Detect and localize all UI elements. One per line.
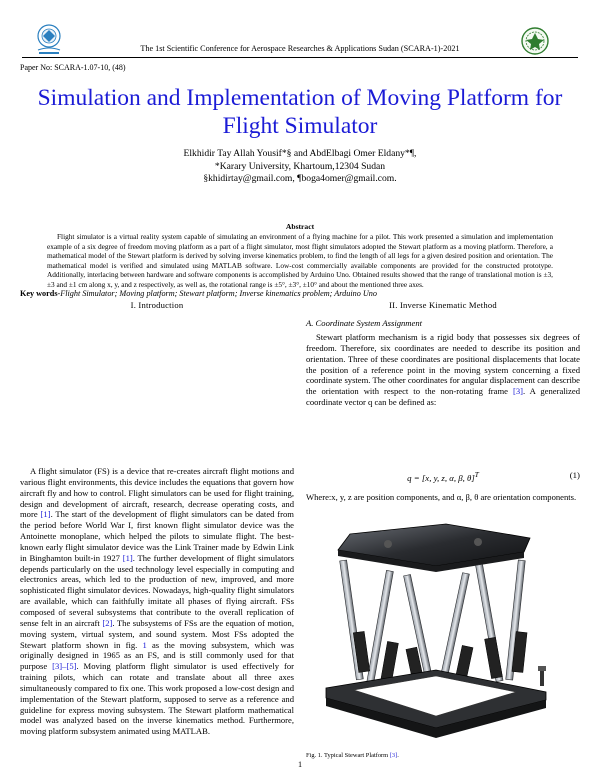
- citation-link[interactable]: [3]–[5]: [52, 661, 77, 672]
- intro-text-4: . The subsystems of FSs are the equation of motion, moving system, virtual system, and sound system. Most FSs adopted the Stewart platform shown in fig.: [20, 617, 294, 650]
- header-rule: [22, 57, 578, 58]
- coordinate-paragraph-2: Where:x, y, z are position components, and α, β, θ are orientation components.: [306, 492, 577, 502]
- author-block: [20, 148, 580, 186]
- figure-caption: [306, 752, 399, 759]
- coord-text-2: . A generalized coordinate vector q can be defined as:: [306, 386, 580, 408]
- stewart-platform-figure: [318, 520, 550, 743]
- intro-text-3: . The further development of flight simulators depends particularly on the used technology level especially in computing and electronics areas, which led to the production of new, improved, and more sophisticated flight simulator devices. Nowadays, high-quality flight simulators are available, which can faithfully imitate all phases of flying aircraft. FSs composed of several subsystems that contribute to the overall replication of sense felt in an aircraft: [20, 552, 294, 628]
- keywords-label: Key words: [20, 289, 58, 298]
- abstract-heading: Abstract: [285, 222, 315, 231]
- citation-link[interactable]: [3]: [512, 386, 523, 397]
- section-heading-inverse-kinematic: II. Inverse Kinematic Method: [389, 300, 497, 310]
- intro-text-2: . The start of the development of flight simulators can be dated from the period before World War I, first known flight simulator device was the Antoinette monoplane, which helped the pilots to simulate flight. The best-known early flight simulator device was the Link Trainer made by Edwin Link in Binghamton built-in 1927: [20, 509, 294, 563]
- author-names: Elkhidir Tay Allah Yousif*§ and AbdElbagi Omer Eldany*¶,: [183, 148, 417, 159]
- introduction-paragraph: [20, 466, 294, 737]
- abstract-text: Flight simulator is a virtual reality system capable of simulating an environment of a flying machine for a pilot. This work presented a simulation and implementation example of a six degree of freedom moving platform as a part of a flight simulator, most flight simulators adopted the Stewart platform as a moving platform. Therefore, a mathematical model of the Stewart platform is derived by solving inverse kinematics problem, to find the length of all legs for a given desired position and orientation. The mathematical model is verified and simulated using MATLAB software. Low-cost commercially available components are provided for the constructed prototype. Additionally, interlacing between hardware and software components is accomplished by Arduino Uno. Obtained results showed that the range of translational motion is ±3, ±3 and ±1 cm along x, y, and z respectively, as well as, the rotational range is ±5°, ±3°, ±10° and about the mentioned three axes.: [47, 232, 553, 289]
- section-heading-introduction: I. Introduction: [130, 300, 184, 310]
- conference-header: The 1st Scientific Conference for Aerospace Researches & Applications Sudan (SCARA-1)-2021: [140, 44, 460, 53]
- subsection-heading-coordinate: A. Coordinate System Assignment: [306, 318, 423, 328]
- equation-1: [306, 470, 580, 483]
- intro-text-1: A flight simulator (FS) is a device that re-creates aircraft flight motions and various flight environments, this device includes the equations that govern how aircraft fly and how to control. Flight simulators can be used for flight training, design and development of aircraft, research, decrease operating costs, and more: [20, 466, 294, 520]
- equation-number: (1): [569, 470, 580, 480]
- caption-text: Fig. 1. Typical Stewart Platform: [306, 752, 390, 759]
- paper-number: Paper No: SCARA-1.07-10, (48): [20, 63, 126, 72]
- coordinate-paragraph: [306, 332, 580, 408]
- equation-body: q = [x, y, z, α, β, θ]: [407, 472, 475, 483]
- keywords: [20, 289, 580, 298]
- coord-text-1: Stewart platform mechanism is a rigid body that possesses six degrees of freedom. Therefore, six coordinates are needed to describe its position and orientation. Three of these coordinates are positional displacements that locate the position of a reference point in the moving system concerning a fixed coordinate system. The other coordinates for angular displacement can describe the orientation with respect to the non-rotating frame: [306, 332, 580, 397]
- intro-text-6: . Moving platform flight simulator is used effectively for training pilots, which can rotate and translate about all three axes simultaneously compared to fix one. This work proposed a low-cost design and implementation of the Stewart platform, supposed to serve as a reference and guideline for express moving subsystem. The Stewart platform mathematical model was analyzed based on the inverse kinematics method. Furthermore, moving platform subsystem animated using MATLAB.: [20, 661, 295, 737]
- caption-end: .: [397, 752, 399, 759]
- intro-text-5: as the moving subsystem, which was originally designed in 1965 as an FS, and is still commonly used for that purpose: [20, 639, 294, 672]
- citation-link[interactable]: [1]: [40, 509, 51, 520]
- citation-link[interactable]: [2]: [102, 617, 113, 628]
- author-affiliation: *Karary University, Khartoum,12304 Sudan: [214, 160, 386, 172]
- keywords-text: -Flight Simulator; Moving platform; Stewart platform; Inverse kinematics problem; Arduino Uno: [57, 289, 377, 298]
- citation-link[interactable]: [1]: [122, 552, 133, 563]
- author-emails: §khidirtay@gmail.com, ¶boga4omer@gmail.com.: [203, 173, 397, 185]
- equation-superscript: T: [474, 470, 479, 479]
- citation-link[interactable]: [3]: [389, 752, 398, 759]
- figure-reference-link[interactable]: 1: [142, 639, 147, 650]
- paper-title: Simulation and Implementation of Moving Platform for Flight Simulator: [37, 85, 563, 139]
- page-number: 1: [297, 760, 303, 769]
